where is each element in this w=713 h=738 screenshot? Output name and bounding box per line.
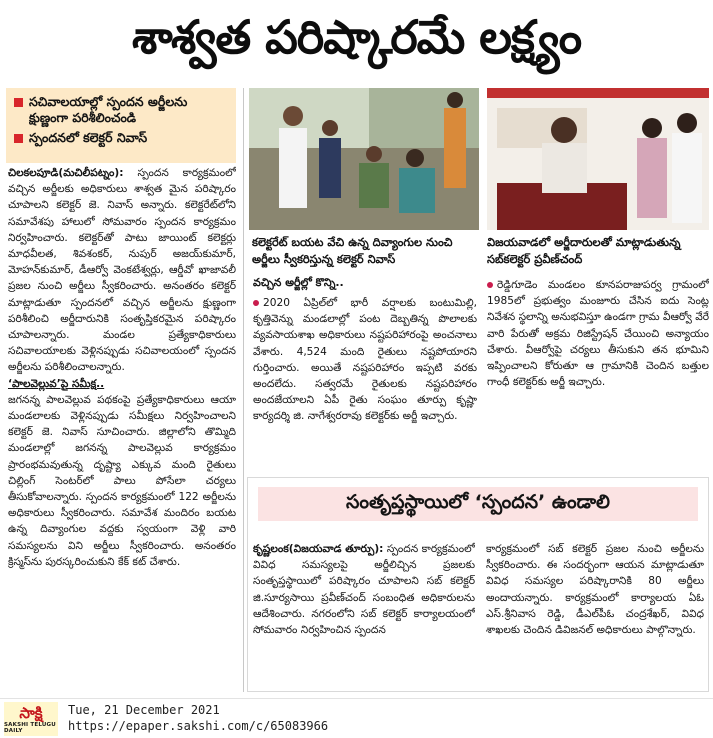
- bullet-square-icon: [14, 134, 23, 143]
- bullet-dot-icon: [487, 282, 493, 288]
- bullet-square-icon: [14, 98, 23, 107]
- main-article-column: [8, 165, 236, 690]
- petitions-column-right: [487, 277, 709, 477]
- boxed-story-left-column: [253, 541, 475, 689]
- section-kicker: వచ్చిన అర్జీల్లో కొన్ని..: [253, 276, 344, 289]
- boxed-story-title: సంతృప్తస్థాయిలో ‘స్పందన’ ఉండాలి: [258, 487, 698, 521]
- dateline: చిలకలపూడి(మచిలీపట్నం):: [8, 167, 124, 179]
- highlight-item: [14, 94, 228, 126]
- article-body-continued: జగనన్న పాలవెల్లువ పథకంపై ప్రత్యేకాధికారులు ఆయా మండలాలకు వెళ్లినప్పుడు సమీక్షలు నిర్వహించాలని కలెక్టర్ జె. నివాస్ సూచించారు. జిల్లాలోని తొమ్మిది మండలాల్లో జగనన్న పాలవెల్లువ కార్యక్రమం ప్రారంభమవుతున్న దృష్ట్యా ఎక్కువ మంది రైతులు చిల్లింగ్ సెంటర్‌లో పాలు పోసేలా చర్యలు తీసుకోవాలన్నారు. స్పందన కార్యక్రమంలో 122 అర్జీలను అధికారులు స్వీకరించారు. సమావేశ మందిరం బయట ఉన్న దివ్యాంగుల వద్దకు స్వయంగా వెళ్లి వారి సమస్యలను విని అర్జీలు స్వీకరించారు. అనంతరం క్రిస్మస్‌ను పురస్కరించుకుని కేక్ కట్ చేశారు.: [8, 393, 236, 568]
- logo-subtitle: SAKSHI TELUGU DAILY: [4, 722, 56, 734]
- petitions-column: [253, 295, 477, 465]
- publication-date: Tue, 21 December 2021: [68, 703, 220, 717]
- column-divider: [243, 88, 244, 692]
- bullet-dot-icon: [253, 300, 259, 306]
- section-subhead: ‘పాలవెల్లువ’పై సమీక్ష..: [8, 377, 105, 390]
- photo-caption: కలెక్టరేట్ బయట వేచి ఉన్న దివ్యాంగుల నుంచి అర్జీలు స్వీకరిస్తున్న కలెక్టర్ నివాస్: [252, 235, 453, 266]
- boxed-story-right-column: [486, 541, 704, 689]
- highlight-item: [14, 130, 228, 146]
- photo-illustration: [249, 88, 479, 230]
- petition-text: రెడ్డిగూడెం మండలం కూనపరాజుపర్వ గ్రామంలో 1985లో ప్రభుత్వం మంజూరు చేసిన ఐదు సెంట్ల నివేశన స్థలాన్ని అనుభవిస్తూ ఉండగా గ్రామ వీఆర్వో వేరే వారి పేరుతో అక్రమ రిజిస్ట్రేషన్ చేయించి అన్యాయం చేశారు. వీఆర్వోపై చర్యలు తీసుకుని తన భూమిని ఇప్పించాలని కోరుతూ ఆ గ్రామానికి చెందిన బత్తుల గాంధీ కలెక్టర్‌కు అర్జీ ఇచ్చారు.: [487, 279, 709, 389]
- epaper-link[interactable]: https://epaper.sakshi.com/c/65083966: [68, 719, 329, 733]
- epaper-footer: [0, 698, 713, 738]
- photo-caption: విజయవాడలో అర్జీదారులతో మాట్లాడుతున్న సబ్‌కలెక్టర్ ప్రవీణ్‌చంద్: [487, 235, 681, 266]
- petition-text: 2020 ఏప్రిల్‌లో భారీ వర్షాలకు బంటుమిల్లి, కృత్తివెన్ను మండలాల్లో పంట దెబ్బతిన్న పొలాలకు వ్యవసాయశాఖ అధికారులు నష్టపరిహారంపై అంచనాలు వేశారు. 4,524 మంది రైతులు నష్టపోయారని గుర్తించారు. అయితే నష్టపరిహారం ఇప్పటి వరకు అందలేదు. సత్వరమే రైతులకు నష్టపరిహారం అందజేయాలని ఏపీ రైతు సంఘం తూర్పు కృష్ణా కార్యదర్శి జి. నాగేశ్వరరావు కలెక్టర్‌కు అర్జీ ఇచ్చారు.: [253, 297, 477, 423]
- logo-text: సాక్షి: [19, 704, 43, 722]
- photo-illustration: [487, 88, 709, 230]
- highlights-box: [6, 88, 236, 163]
- highlight-text: స్పందనలో కలెక్టర్ నివాస్: [29, 130, 148, 145]
- article-body: స్పందన కార్యక్రమంలో వచ్చిన అర్జీలకు అధికారులు శాశ్వత మైన పరిష్కారం చూపాలని కలెక్టర్ జె. నివాస్ అన్నారు. కలెక్టరేట్‌లోని సమావేశపు హాలులో సోమవారం స్పందన కార్యక్రమం నిర్వహించారు. కలెక్టర్‌తో పాటు జాయింట్ కలెక్టర్లు మాధవీలత, శివశంకర్, నుపుర్ అజయ్‌కుమార్, మోహన్‌కుమార్, డీఆర్వో వెంకటేశ్వర్లు, ఆర్డీవో ఖాజావలీ ప్రజల నుంచి అర్జీలు స్వీకరించారు. అనంతరం కలెక్టర్ మాట్లాడుతూ స్పందనలో వచ్చిన అర్జీలను క్షుణ్ణంగా పరిశీలించి అర్జీదారునికి సంతృప్తికరమైన పరిష్కారం చూపాలన్నారు. మండల ప్రత్యేకాధికారులు సచివాలయాలకు వెళ్లినప్పుడు సచివాలయంలో స్పందన అర్జీలను పరిశీలించాలన్నారు.: [8, 167, 236, 374]
- story-body: కార్యక్రమంలో సబ్ కలెక్టర్ ప్రజల నుంచి అర్జీలను స్వీకరించారు. ఈ సందర్భంగా ఆయన మాట్లాడుతూ వివిధ సమస్యల పరిష్కారానికి 80 అర్జీలు అందాయన్నారు. కార్యక్రమంలో కార్యాలయ ఏఓ ఎస్.శ్రీనివాస రెడ్డి, డీఎల్‌పీఓ చంద్రశేఖర్, వివిధ శాఖలకు చెందిన డివిజనల్ అధికారులు పాల్గొన్నారు.: [486, 543, 704, 637]
- news-photo-subcollector-desk: [487, 88, 709, 230]
- sakshi-logo: [4, 702, 58, 736]
- highlight-text: సచివాలయాల్లో స్పందన అర్జీలను క్షుణ్ణంగా పరిశీలించండి: [29, 94, 188, 125]
- news-photo-collector-outside: [249, 88, 479, 230]
- dateline: కృష్ణలంక(విజయవాడ తూర్పు):: [253, 543, 384, 555]
- article-headline: శాశ్వత పరిష్కారమే లక్ష్యం: [131, 10, 582, 64]
- story-body: స్పందన కార్యక్రమంలో వివిధ సమస్యలపై అర్జీలిచ్చిన ప్రజలకు సంతృప్తస్థాయిలో పరిష్కారం చూపాలని సబ్ కలెక్టర్ జి.సూర్యసాయి ప్రవీణ్‌చంద్ సంబంధిత అధికారులను ఆదేశించారు. నగరంలోని సబ్ కలెక్టర్ కార్యాలయంలో సోమవారం నిర్వహించిన స్పందన: [253, 543, 475, 637]
